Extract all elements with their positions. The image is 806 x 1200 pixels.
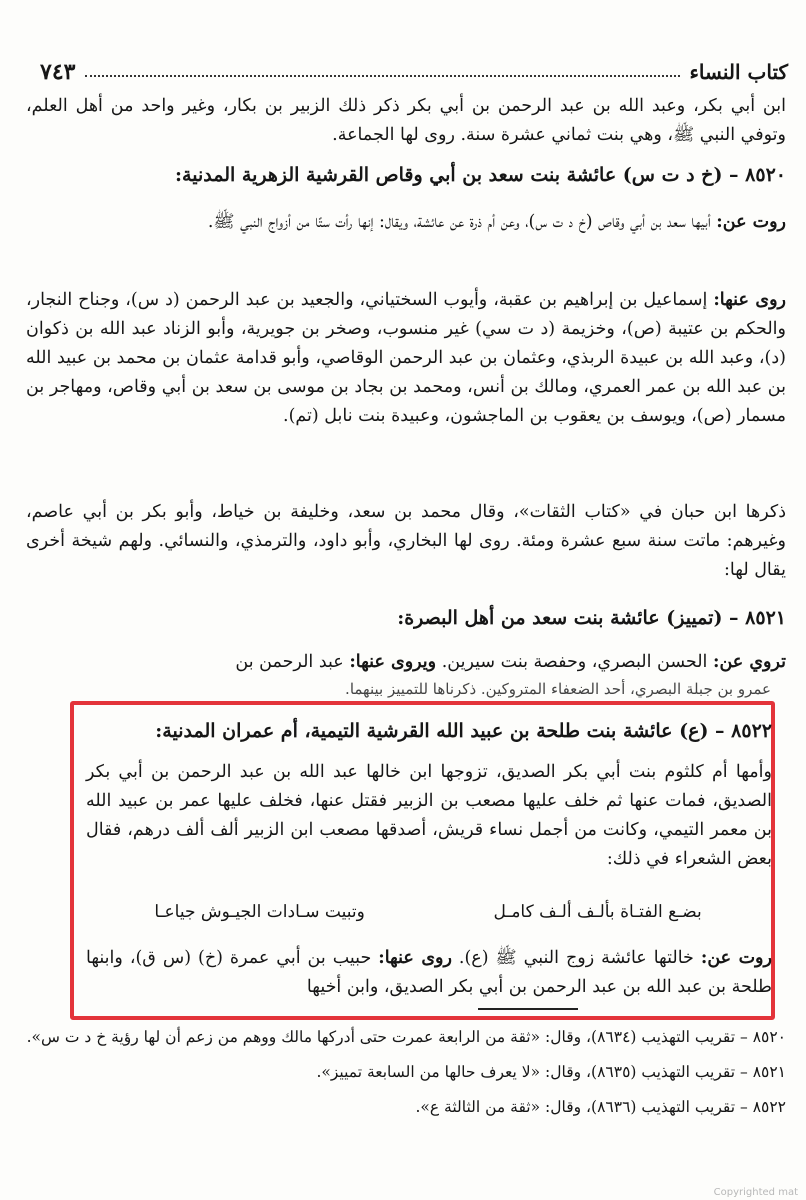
- narrates-from-text: الحسن البصري، وحفصة بنت سيرين.: [441, 652, 708, 672]
- entry-8520-bio: ذكرها ابن حبان في «كتاب الثقات»، وقال محمد بن سعد، وخليفة بن خياط، وأبو بكر بن أبي عاصم، وغيرهم: ماتت سنة سبع عشرة ومئة. روى لها البخاري، وأبو داود، والترمذي، والنسائي. ولهم شيخة أخرى يقال لها:: [26, 502, 786, 580]
- narrators-text: إسماعيل بن إبراهيم بن عقبة، وأيوب السختياني، والجعيد بن عبد الرحمن (د س)، وجناح النجار، والحكم بن عتيبة (ص)، وخزيمة (د ت سي) غير منسوب، وصخر بن جويرية، وأبو الزناد عبد الله بن ذكوان (د)، وعبد الله بن عبيدة الربذي، وعثمان بن عبد الرحمن الوقاصي، وأبو قدامة عثمان بن محمد بن عبيد الله بن عبد الله بن عمر العمري، ومالك بن أنس، ومحمد بن بجاد بن موسى بن سعد بن أبي وقاص، ومهاجر بن مسمار (ص)، ويوسف بن يعقوب بن الماجشون، وعبيدة بنت نابل (تم).: [26, 290, 787, 426]
- entry-8521-heading: ٨٥٢١ – (تمييز) عائشة بنت سعد من أهل البصرة:: [397, 607, 786, 629]
- footnote-8521: ٨٥٢١ – تقريب التهذيب (٨٦٣٥)، وقال: «لا يعرف حالها من السابعة تمييز».: [316, 1063, 786, 1081]
- entry-8520-narrators: [26, 286, 786, 431]
- book-title: كتاب النساء: [689, 60, 788, 84]
- footnote-8522: ٨٥٢٢ – تقريب التهذيب (٨٦٣٦)، وقال: «ثقة من الثالثة ع».: [415, 1098, 786, 1116]
- entry-8522-bio: وأمها أم كلثوم بنت أبي بكر الصديق، تزوجها ابن خالها عبد الله بن عبد الرحمن بن أبي بكر الصديق، فمات عنها ثم خلف عليها مصعب بن الزبير فقتل عنها، فخلف عليها عمر بن عبيد الله بن معمر التيمي، وكانت من أجمل نساء قريش، أصدقها مصعب ابن الزبير ألف ألف درهم، فقال بعض الشعراء في ذلك:: [86, 762, 772, 869]
- entry-8520-heading: ٨٥٢٠ – (خ د ت س) عائشة بنت سعد بن أبي وقاص القرشية الزهرية المدنية:: [175, 164, 786, 186]
- poem-verse: [90, 902, 766, 930]
- page-header: [40, 56, 788, 88]
- entry-8522-narrators-text: حبيب بن أبي عمرة (خ) (س ق)، وابنها طلحة بن عبد الله بن عبد الرحمن بن أبي بكر الصديق، وابن أخيها: [86, 948, 772, 997]
- entry-8522-heading: ٨٥٢٢ – (ع) عائشة بنت طلحة بن عبيد الله القرشية التيمية، أم عمران المدنية:: [155, 720, 772, 742]
- narrated-from-label: روت عن:: [716, 212, 786, 232]
- verse-second-hemistich: وتبيت سـادات الجيـوش جياعـا: [154, 902, 365, 922]
- verse-first-hemistich: بضـع الفتـاة بألـف ألـف كامـل: [493, 902, 702, 922]
- entry-8521-narrators-text: عبد الرحمن بن: [235, 652, 344, 672]
- intro-paragraph: ابن أبي بكر، وعبد الله بن عبد الرحمن بن أبي بكر ذكر ذلك الزبير بن بكار، وغير واحد من أهل العلم، وتوفي النبي ﷺ، وهي بنت ثماني عشرة سنة. روى لها الجماعة.: [26, 96, 786, 145]
- entry-8522-narration: [86, 944, 772, 1002]
- leader-dots: [85, 75, 679, 77]
- entry-8520-narrated-from: [26, 208, 786, 237]
- entry-8521-narrates-from: [26, 648, 786, 677]
- entry-8522-narrated-from-text: خالتها عائشة زوج النبي ﷺ (ع).: [458, 948, 694, 968]
- cut-off-text: عمرو بن جبلة البصري، أحد الضعفاء المتروكين. ذكرناها للتمييز بينهما.: [345, 680, 771, 698]
- narrated-from-text: أبيها سعد بن أبي وقاص (خ د ت س)، وعن أم ذرة عن عائشة، ويقال: إنها رأت ستًا من أزواج النبي ﷺ.: [207, 212, 711, 232]
- entry-8522-narrators-label: روى عنها:: [378, 948, 452, 968]
- narrates-from-label: تروي عن:: [713, 652, 786, 672]
- footnotes: [26, 1024, 786, 1129]
- entry-8522-narrated-from-label: روت عن:: [700, 948, 772, 968]
- entry-8521-narrators-label: ويروى عنها:: [349, 652, 437, 672]
- page-number: ٧٤٣: [40, 59, 76, 85]
- hand-underline: [478, 1008, 578, 1010]
- watermark: Copyrighted mat: [713, 1187, 798, 1198]
- footnote-8520: ٨٥٢٠ – تقريب التهذيب (٨٦٣٤)، وقال: «ثقة من الرابعة عمرت حتى أدركها مالك ووهم من زعم أن لها رؤية خ د ت س».: [26, 1028, 786, 1046]
- narrators-label: روى عنها:: [713, 290, 786, 310]
